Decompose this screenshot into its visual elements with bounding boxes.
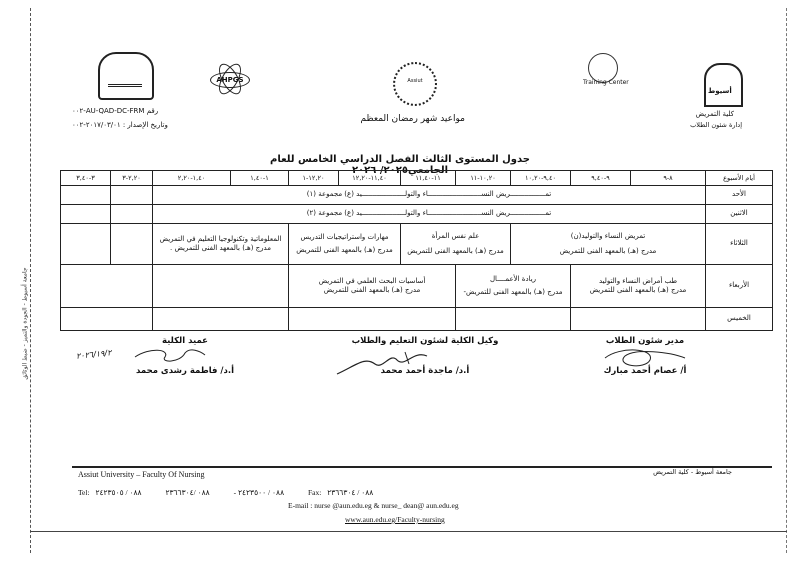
tel-number: ٠٨٨ /٢٣٦٦٣٠٤ <box>165 488 210 497</box>
empty-cell <box>61 186 111 205</box>
course-cell: تمـــــــــــــــــريض النســــــــــــــــــــــــــاء والتولـــــــــــــــــــــيد (ع) مجموعة (٢) <box>153 205 706 224</box>
signature-name: أ.د/ فاطمة رشدى محمد <box>135 366 235 376</box>
fax-number: ٠٨٨ / ٢٣٦٦٣٠٤ <box>327 488 374 497</box>
document-code: رقم AU-QAD-DC-FRM-٠٠٢ <box>72 107 159 115</box>
course-cell <box>401 224 511 265</box>
fax-label: Fax: <box>307 488 322 497</box>
course-location: مدرج (هـ) بالمعهد الفنى للتمريض . <box>170 244 271 252</box>
ahpgs-logo-icon <box>210 62 250 96</box>
nursing-logo-text: أسيوط <box>708 87 732 95</box>
tel-label: Tel: <box>78 488 90 497</box>
course-title: علم نفس المرأة <box>431 231 480 240</box>
footer-contact <box>78 488 395 497</box>
empty-cell <box>153 265 289 308</box>
tel-number: ٠٨٨ / ٢٤٢٣٥٠٥ <box>95 488 142 497</box>
signature-title: مدير شئون الطلاب <box>605 336 685 346</box>
footer-arabic-address: جامعة أسيوط - كلية التمريض <box>653 468 732 476</box>
empty-cell <box>111 205 153 224</box>
course-title: تمريض النساء والتوليد(ن) <box>570 231 646 240</box>
page-border-right <box>786 8 788 553</box>
header-cell: ١١,٤٠-١٢,٢٠ <box>339 171 401 186</box>
course-cell: تمـــــــــــــــــريض النســــــــــــــــــــــــــاء والتولـــــــــــــــــــــيد (ع) مجموعة (١) <box>153 186 706 205</box>
nursing-faculty-logo-icon <box>704 63 743 107</box>
signature-title: وكيل الكلية لشئون التعليم والطلاب <box>351 336 499 346</box>
page-border-left <box>30 8 32 553</box>
footer-website-link[interactable]: www.aun.edu.eg/Faculty-nursing <box>345 515 445 524</box>
training-center-text: Training Center <box>583 79 629 86</box>
course-location: مدرج (هـ) بالمعهد الفنى للتمريض <box>407 247 504 255</box>
footer-university: Assiut University – Faculty Of Nursing <box>78 470 205 479</box>
course-location: مدرج (هـ) بالمعهد الفنى للتمريض- <box>463 287 563 296</box>
issue-date: وتاريخ الإصدار : ٢٠١٧/٠٣/٠١-٠٠٢ <box>72 121 168 129</box>
empty-cell <box>61 205 111 224</box>
header-cell: ٣-٣,٤٠ <box>61 171 111 186</box>
day-cell: الأربعاء <box>706 265 773 308</box>
training-center-logo-icon <box>583 53 629 86</box>
course-cell <box>289 224 401 265</box>
day-cell: الثلاثاء <box>706 224 773 265</box>
empty-cell <box>456 308 571 331</box>
seal-logo-text: Assiut <box>407 78 423 84</box>
table-row <box>61 265 773 308</box>
side-note: جامعة أسيوط - الجودة والتميز - ضبط الوثائق <box>21 267 29 380</box>
signature-scribble-icon <box>335 346 435 376</box>
course-location: مدرج (هـ) بالمعهد الفنى للتمريض <box>323 286 421 294</box>
signature-name: أ/ عصام أحمد مبارك <box>603 366 687 376</box>
day-cell: الأحد <box>706 186 773 205</box>
ramadan-title: مواعيد شهر رمضان المعظم <box>360 114 465 124</box>
header-cell: ٩-٩,٤٠ <box>571 171 631 186</box>
course-cell <box>571 265 706 308</box>
header-cell: ١,٤٠-٢,٢٠ <box>153 171 231 186</box>
empty-cell <box>61 224 111 265</box>
table-row <box>61 186 773 205</box>
empty-cell <box>571 308 706 331</box>
footer-email[interactable]: E-mail : nurse @aun.edu.eg & nurse_ dean@ aun.edu.eg <box>288 501 459 510</box>
signature-date-annotation: ٢٠٢٦/١٩/٢ <box>75 348 112 361</box>
table-row <box>61 308 773 331</box>
header-cell: ١١-١١,٤٠ <box>401 171 456 186</box>
empty-cell <box>289 308 456 331</box>
signature-name: أ.د/ ماجدة أحمد محمد <box>380 366 470 376</box>
seal-logo-icon <box>393 62 437 106</box>
empty-cell <box>153 308 289 331</box>
header-cell: ١٠,٢٠-١١ <box>456 171 511 186</box>
table-row <box>61 224 773 265</box>
course-cell <box>456 265 571 308</box>
ahpgs-logo-text: AHPGS <box>210 72 250 88</box>
course-location: مدرج (هـ) بالمعهد الفنى للتمريض <box>589 286 687 294</box>
course-cell <box>153 224 289 265</box>
empty-cell <box>111 224 153 265</box>
course-location: مدرج (هـ) بالمعهد الفنى للتمريض <box>559 247 657 255</box>
day-cell: الاثنين <box>706 205 773 224</box>
schedule-table <box>60 170 773 331</box>
table-row <box>61 205 773 224</box>
header-cell: ٢,٢٠-٣ <box>111 171 153 186</box>
empty-cell <box>61 265 153 308</box>
tel-number: ٠٨٨ / ٢٤٢٣٥٠٠ - <box>231 488 285 497</box>
university-logo-icon <box>98 52 154 100</box>
course-title: طب أمراض النساء والتوليد <box>598 276 678 285</box>
header-cell: ٨-٩ <box>631 171 706 186</box>
faculty-label: كلية التمريض <box>695 110 734 118</box>
header-cell: ١-١,٤٠ <box>231 171 289 186</box>
day-cell: الخميس <box>706 308 773 331</box>
schedule-title: جدول المستوى الثالث الفصل الدراسي الخامس للعام الجامعي٢٠٢٥/ ٢٠٢٦ <box>270 154 530 176</box>
header-cell: ١٢,٢٠-١ <box>289 171 339 186</box>
empty-cell <box>111 186 153 205</box>
course-cell <box>289 265 456 308</box>
course-title: مهارات واستراتيجيات التدريس <box>300 233 389 242</box>
course-title: أساسيات البحث العلمي في التمريض <box>318 276 426 285</box>
page-border-bottom <box>30 531 787 532</box>
empty-cell <box>61 308 153 331</box>
header-cell: أيام الأسبوع <box>706 171 773 186</box>
department-label: إدارة شئون الطلاب <box>690 121 742 129</box>
signature-scribble-icon <box>130 345 210 367</box>
table-header-row <box>61 171 773 186</box>
header-cell: ٩,٤٠-١٠,٢٠ <box>511 171 571 186</box>
course-location: مدرج (هـ) بالمعهد الفنى للتمريض <box>296 245 393 254</box>
signature-scribble-icon <box>600 344 690 372</box>
course-title: المعلوماتية وتكنولوجيا التعليم في التمريض <box>159 234 282 243</box>
signature-title: عميد الكلية <box>162 336 208 346</box>
course-title: ريادة الأعمــــال <box>489 275 537 284</box>
course-cell <box>511 224 706 265</box>
